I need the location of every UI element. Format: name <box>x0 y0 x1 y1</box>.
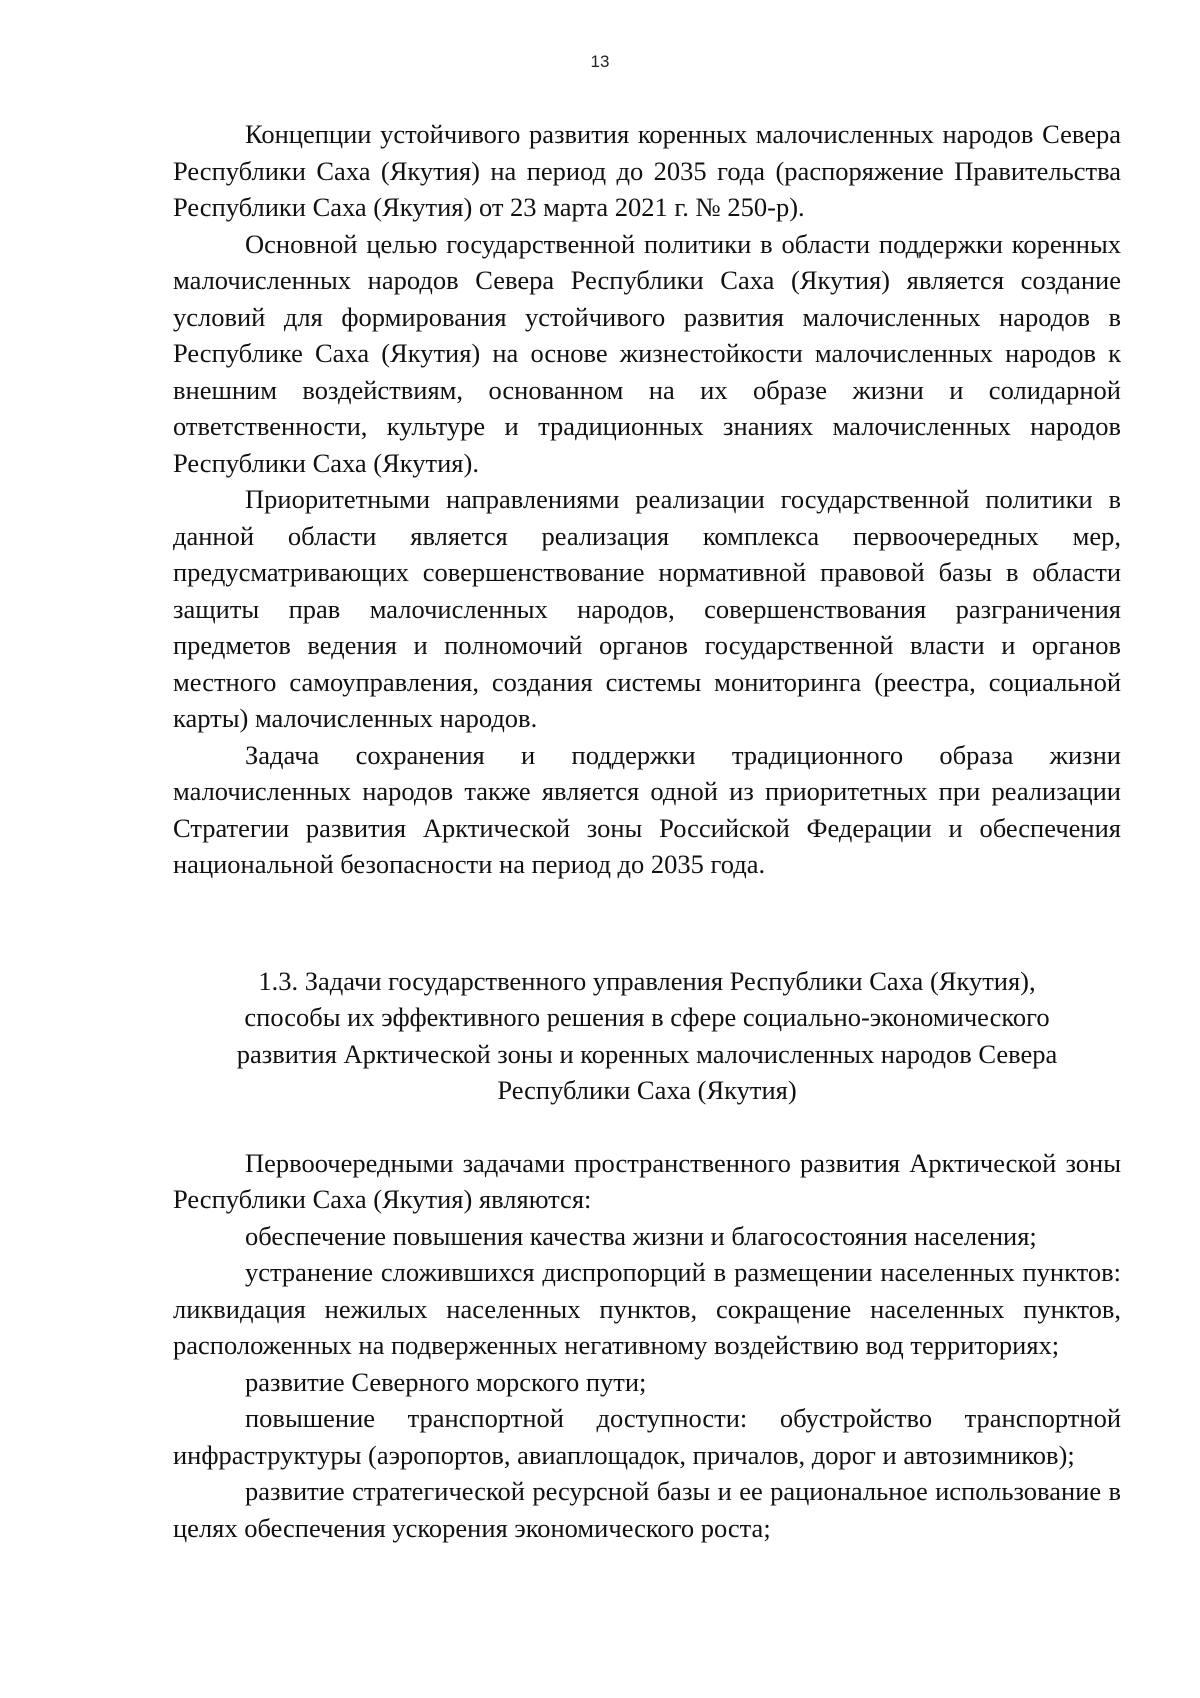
list-item: развитие Северного морского пути; <box>245 1366 647 1397</box>
section-heading-line: Республики Саха (Якутия) <box>497 1075 797 1105</box>
paragraph: Основной целью государственной политики в области поддержки коренных малочисленных народов Севера Республики Саха (Якутия) является создание условий для формирования устойчивого развития малочисленных народов в Республике Саха (Якутия) на основе жизнестойкости малочисленных народов к внешним воздействиям, основанном на их образе жизни и солидарной ответственности, культуре и традиционных знаниях малочисленных народов Республики Саха (Якутия). <box>173 228 1121 478</box>
list-item: устранение сложившихся диспропорций в размещении населенных пунктов: ликвидация нежилых населенных пунктов, сокращение населенных пунктов, расположенных на подверженных негативному воздействию вод территориях; <box>173 1257 1121 1360</box>
section-heading-line: 1.3. Задачи государственного управления Республики Саха (Якутия), <box>258 965 1036 996</box>
section-heading-line: способы их эффективного решения в сфере социально-экономического <box>244 1002 1050 1032</box>
section-heading-line: развития Арктической зоны и коренных малочисленных народов Севера <box>236 1038 1058 1069</box>
list-item: повышение транспортной доступности: обустройство транспортной инфраструктуры (аэропортов, авиаплощадок, причалов, дорог и автозимников); <box>173 1403 1121 1470</box>
page-number: 13 <box>590 52 610 71</box>
list-item: развитие стратегической ресурсной базы и ее рациональное использование в целях обеспечения ускорения экономического роста; <box>173 1476 1121 1543</box>
paragraph: Первоочередными задачами пространственного развития Арктической зоны Республики Саха (Якутия) являются: <box>173 1147 1121 1214</box>
paragraph: Задача сохранения и поддержки традиционного образа жизни малочисленных народов также является одной из приоритетных при реализации Стратегии развития Арктической зоны Российской Федерации и обеспечения национальной безопасности на период до 2035 года. <box>173 739 1121 879</box>
section-heading <box>173 963 1121 1109</box>
paragraph: Приоритетными направлениями реализации государственной политики в данной области является реализация комплекса первоочередных мер, предусматривающих совершенствование нормативной правовой базы в области защиты прав малочисленных народов, совершенствования разграничения предметов ведения и полномочий органов государственной власти и органов местного самоуправления, создания системы мониторинга (реестра, социальной карты) малочисленных народов. <box>173 484 1121 733</box>
list-item: обеспечение повышения качества жизни и благосостояния населения; <box>245 1220 1037 1251</box>
document-body <box>173 116 1121 1546</box>
paragraph: Концепции устойчивого развития коренных малочисленных народов Севера Республики Саха (Якутия) на период до 2035 года (распоряжение Правительства Республики Саха (Якутия) от 23 марта 2021 г. № 250-р). <box>173 119 1121 222</box>
